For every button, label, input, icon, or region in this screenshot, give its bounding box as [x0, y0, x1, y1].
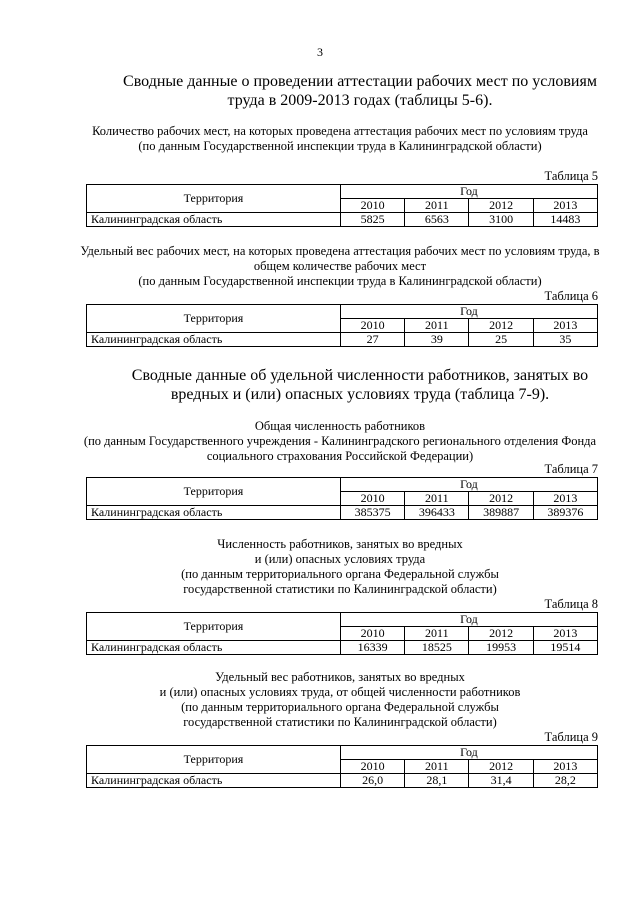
value-2011: 28,1 — [405, 774, 469, 788]
value-2013: 389376 — [533, 506, 597, 520]
value-2012: 19953 — [469, 641, 533, 655]
row-territory-name: Калининградская область — [87, 213, 341, 227]
value-2012: 3100 — [469, 213, 533, 227]
year-2011: 2011 — [405, 627, 469, 641]
header-year: Год — [340, 613, 597, 627]
year-2012: 2012 — [469, 319, 533, 333]
year-2012: 2012 — [469, 760, 533, 774]
value-2013: 14483 — [533, 213, 597, 227]
year-2012: 2012 — [469, 492, 533, 506]
table-6 — [86, 304, 598, 347]
year-2010: 2010 — [340, 627, 404, 641]
year-2010: 2010 — [340, 319, 404, 333]
value-2010: 385375 — [340, 506, 404, 520]
year-2010: 2010 — [340, 760, 404, 774]
value-2010: 16339 — [340, 641, 404, 655]
table-5 — [86, 184, 598, 227]
year-2010: 2010 — [340, 492, 404, 506]
table-6-label: Таблица 6 — [544, 289, 598, 303]
year-2011: 2011 — [405, 760, 469, 774]
header-territory: Территория — [87, 613, 341, 641]
year-2011: 2011 — [405, 492, 469, 506]
year-2010: 2010 — [340, 199, 404, 213]
table-9 — [86, 745, 598, 788]
year-2013: 2013 — [533, 627, 597, 641]
table-8 — [86, 612, 598, 655]
year-2011: 2011 — [405, 199, 469, 213]
table-7-caption: Общая численность работников (по данным Государственного учреждения - Калининградского регионального отделения Фонда социального страхования Российской Федерации) — [83, 419, 597, 463]
row-territory-name: Калининградская область — [87, 774, 341, 788]
row-territory-name: Калининградская область — [87, 641, 341, 655]
value-2013: 35 — [533, 333, 597, 347]
year-2013: 2013 — [533, 319, 597, 333]
section-2-title — [110, 366, 610, 404]
header-territory: Территория — [87, 478, 341, 506]
header-year: Год — [340, 305, 597, 319]
table-7-label: Таблица 7 — [544, 462, 598, 476]
header-year: Год — [340, 478, 597, 492]
header-year: Год — [340, 746, 597, 760]
year-2012: 2012 — [469, 199, 533, 213]
year-2013: 2013 — [533, 760, 597, 774]
header-year: Год — [340, 185, 597, 199]
value-2012: 389887 — [469, 506, 533, 520]
value-2011: 6563 — [405, 213, 469, 227]
value-2013: 28,2 — [533, 774, 597, 788]
table-9-caption: Удельный вес работников, занятых во вредных и (или) опасных условиях труда, от общей численности работников (по данным территориального органа Федеральной службы государственной статистики по Калининградской области) — [159, 670, 521, 729]
value-2010: 5825 — [340, 213, 404, 227]
header-territory: Территория — [87, 185, 341, 213]
value-2013: 19514 — [533, 641, 597, 655]
table-row — [87, 213, 598, 227]
table-5-caption: Количество рабочих мест, на которых проведена аттестация рабочих мест по условиям труда (по данным Государственной инспекции труда в Калининградской области) — [92, 124, 588, 153]
table-row — [87, 641, 598, 655]
section-1-title-text: Сводные данные о проведении аттестации рабочих мест по условиям труда в 2009-2013 годах (таблицы 5-6). — [123, 73, 597, 109]
table-8-label: Таблица 8 — [544, 597, 598, 611]
table-5-label: Таблица 5 — [544, 169, 598, 183]
header-territory: Территория — [87, 305, 341, 333]
section-1-title — [110, 72, 610, 110]
year-2013: 2013 — [533, 199, 597, 213]
table-row — [87, 506, 598, 520]
value-2011: 396433 — [405, 506, 469, 520]
table-6-caption: Удельный вес рабочих мест, на которых проведена аттестация рабочих мест по условиям труда, в общем количестве рабочих мест (по данным Государственной инспекции труда в Калининградской области) — [80, 244, 600, 288]
table-9-label: Таблица 9 — [544, 730, 598, 744]
page-number: 3 — [317, 45, 323, 59]
value-2010: 26,0 — [340, 774, 404, 788]
value-2010: 27 — [340, 333, 404, 347]
table-7 — [86, 477, 598, 520]
value-2011: 18525 — [405, 641, 469, 655]
year-2013: 2013 — [533, 492, 597, 506]
year-2011: 2011 — [405, 319, 469, 333]
table-8-caption: Численность работников, занятых во вредных и (или) опасных условиях труда (по данным территориального органа Федеральной службы государственной статистики по Калининградской области) — [181, 537, 499, 596]
table-row — [87, 774, 598, 788]
section-2-title-text: Сводные данные об удельной численности работников, занятых во вредных и (или) опасных условиях труда (таблица 7-9). — [131, 367, 589, 403]
year-2012: 2012 — [469, 627, 533, 641]
value-2011: 39 — [405, 333, 469, 347]
value-2012: 25 — [469, 333, 533, 347]
row-territory-name: Калининградская область — [87, 333, 341, 347]
table-row — [87, 333, 598, 347]
header-territory: Территория — [87, 746, 341, 774]
value-2012: 31,4 — [469, 774, 533, 788]
row-territory-name: Калининградская область — [87, 506, 341, 520]
